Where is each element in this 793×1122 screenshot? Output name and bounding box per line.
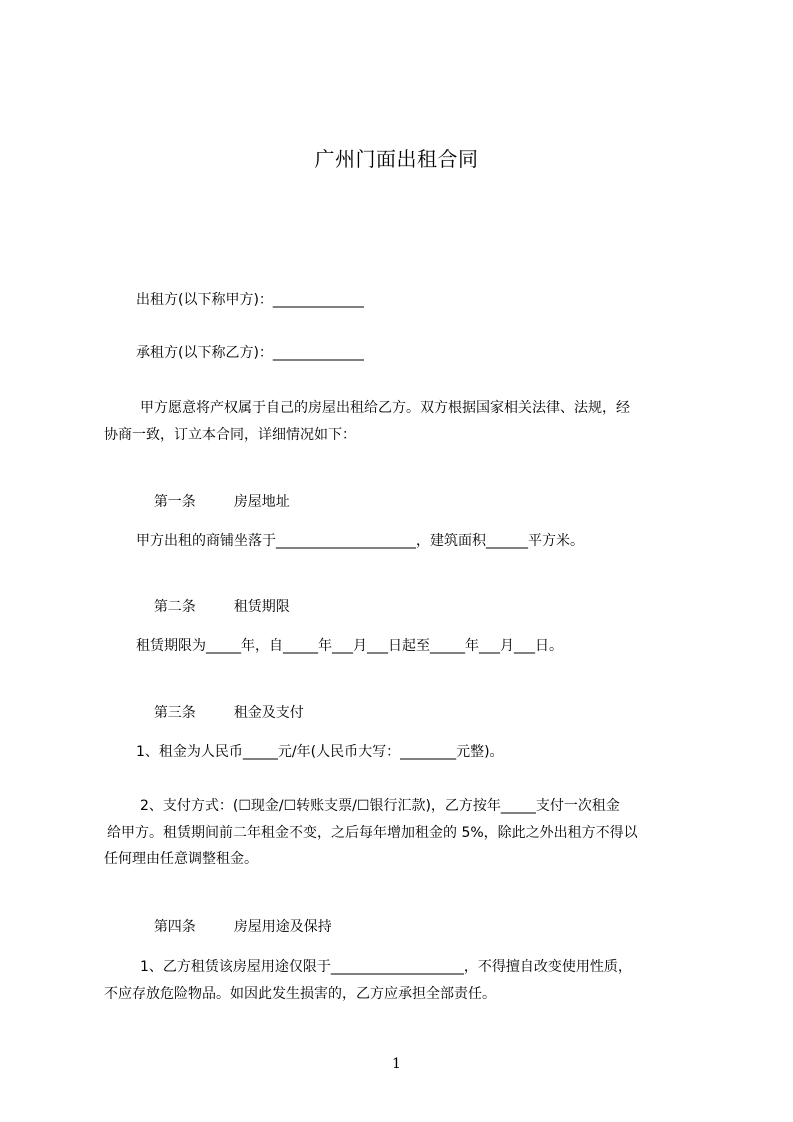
intro-line-1: 甲方愿意将产权属于自己的房屋出租给乙方。双方根据国家相关法律、法规，经 [140,400,630,416]
article-3-item-2-line-2: 给甲方。租赁期间前二年租金不变，之后每年增加租金的 5%，除此之外出租方不得以 [107,825,638,841]
article-2-text: 租赁期限为_____年，自_____年___月___日起至_____年___月___日。 [136,638,563,654]
article-3-item-2-line-3: 任何理由任意调整租金。 [104,851,258,867]
article-3-item-2-line-1: 2、支付方式：(☐现金/☐转账支票/☐银行汇款)，乙方按年_____支付一次租金 [140,798,620,814]
article-3-heading [136,692,304,734]
article-1-text: 甲方出租的商铺坐落于____________________，建筑面积______平方米。 [136,533,584,549]
article-4-title: 房屋用途及保持 [233,919,332,935]
article-4-number: 第四条 [153,919,196,935]
intro-line-2: 协商一致，订立本合同，详细情况如下： [104,427,356,443]
article-1-title: 房屋地址 [233,494,290,510]
article-2-number: 第二条 [153,599,196,615]
article-4-item-1-line-2: 不应存放危险物品。如因此发生损害的，乙方应承担全部责任。 [104,986,496,1002]
article-3-number: 第三条 [153,705,196,721]
page-number: 1 [392,1056,401,1072]
article-2-heading [136,586,290,628]
lessor-line: 出租方(以下称甲方)：_____________ [136,292,364,308]
document-title: 广州门面出租合同 [314,147,479,171]
article-4-item-1-line-1: 1、乙方租赁该房屋用途仅限于___________________，不得擅自改变使用性质， [140,959,632,975]
article-3-title: 租金及支付 [233,705,304,721]
article-2-title: 租赁期限 [233,599,290,615]
article-4-heading [136,906,332,948]
article-3-item-1: 1、租金为人民币_____元/年(人民币大写：________元整)。 [136,744,504,760]
article-1-heading [136,481,290,523]
article-1-number: 第一条 [153,494,196,510]
lessee-line: 承租方(以下称乙方)：_____________ [136,345,364,361]
